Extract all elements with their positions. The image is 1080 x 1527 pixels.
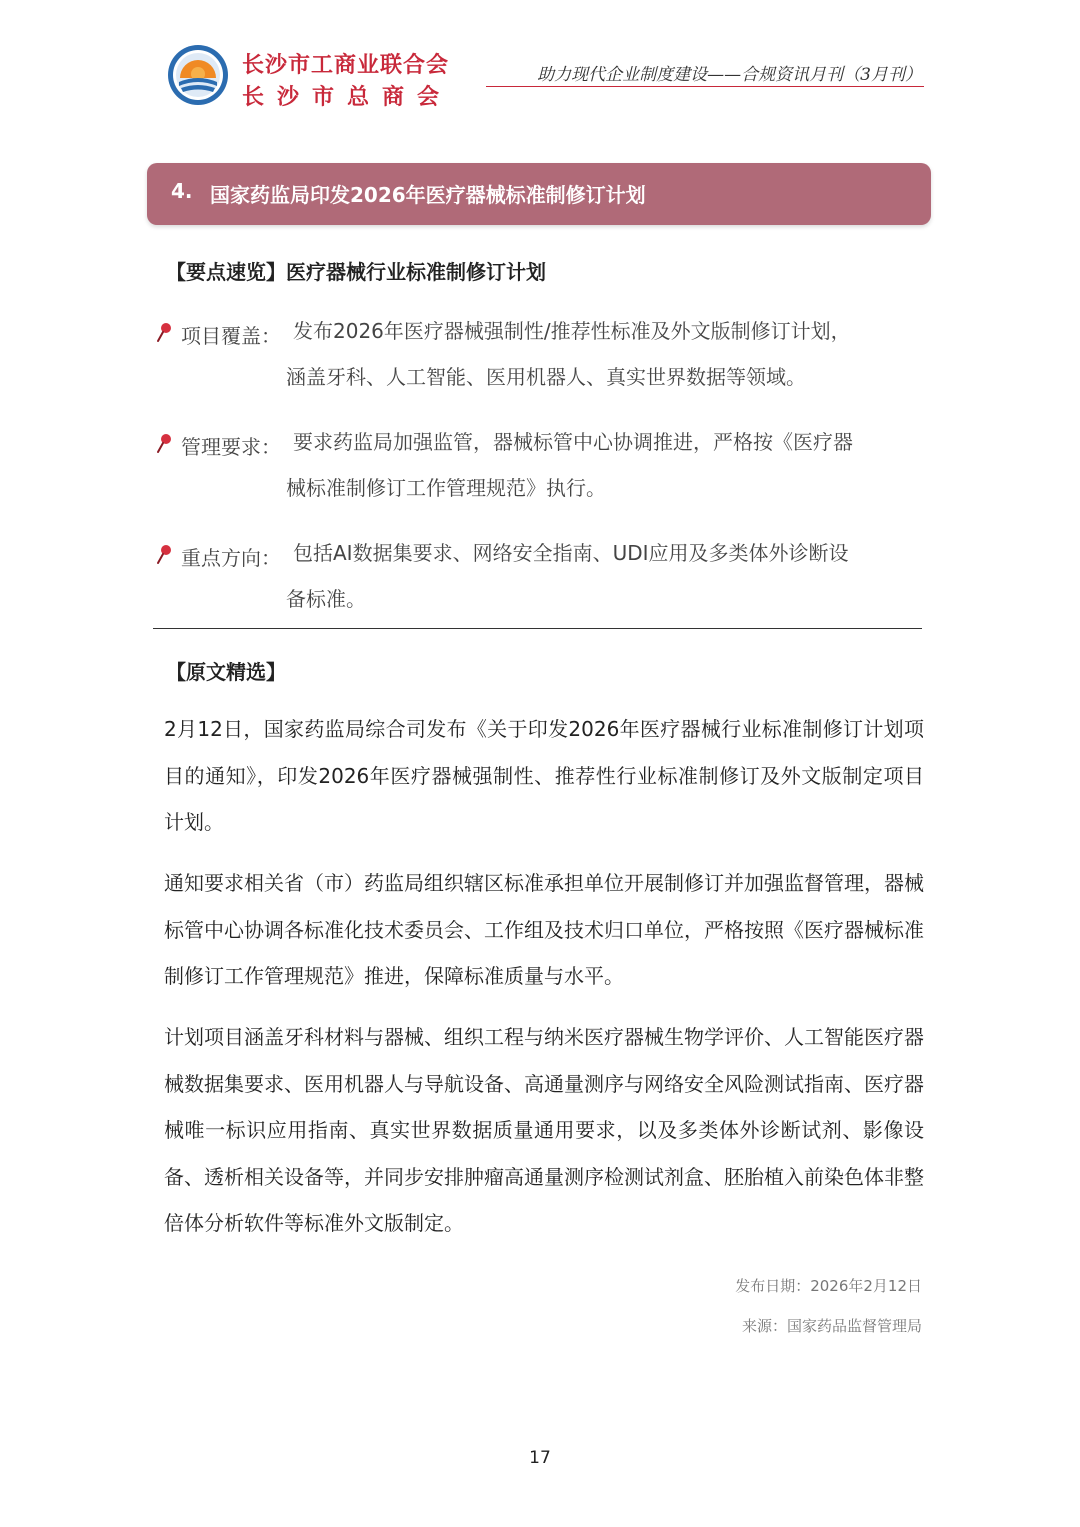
original-paragraph: 2月12日，国家药监局综合司发布《关于印发2026年医疗器械行业标准制修订计划项目的通知》，印发2026年医疗器械强制性、推荐性行业标准制修订及外文版制定项目计划。 [164,717,924,834]
original-heading: 【原文精选】 [166,660,286,684]
header-divider [486,86,924,87]
original-paragraph: 通知要求相关省（市）药监局组织辖区标准承担单位开展制修订并加强监督管理，器械标管中心协调各标准化技术委员会、工作组及技术归口单位，严格按照《医疗器械标准制修订工作管理规范》推进，保障标准质量与水平。 [164,871,924,988]
section-title: 国家药监局印发2026年医疗器械标准制修订计划 [210,183,646,207]
pushpin-icon [155,544,173,566]
bullet-line: 包括AI数据集要求、网络安全指南、UDI应用及多类体外诊断设 [293,541,849,565]
bullet-line: 械标准制修订工作管理规范》执行。 [286,476,606,500]
section-divider [153,628,922,629]
original-paragraph: 计划项目涵盖牙科材料与器械、组织工程与纳米医疗器械生物学评价、人工智能医疗器械数据集要求、医用机器人与导航设备、高通量测序与网络安全风险测试指南、医疗器械唯一标识应用指南、真实世界数据质量通用要求，以及多类体外诊断试剂、影像设备、透析相关设备等，并同步安排肿瘤高通量测序检测试剂盒、胚胎植入前染色体非整倍体分析软件等标准外文版制定。 [164,1025,924,1235]
page-number: 17 [529,1448,551,1468]
summary-heading: 【要点速览】医疗器械行业标准制修订计划 [166,260,546,284]
pushpin-icon [155,322,173,344]
org-name-line1: 长沙市工商业联合会 [242,53,450,78]
chamber-logo-icon [167,44,229,106]
bullet-line: 发布2026年医疗器械强制性/推荐性标准及外文版制修订计划， [293,319,851,343]
bullet-label: 管理要求： [181,435,281,459]
header-tagline: 助力现代企业制度建设——合规资讯月刊（3月刊） [537,65,922,85]
bullet-label: 项目覆盖： [181,324,281,348]
section-banner [147,163,931,225]
bullet-text [286,308,926,400]
bullet-text [286,530,926,622]
section-number: 4. [171,179,193,203]
source: 来源：国家药品监督管理局 [741,1317,922,1335]
bullet-line: 涵盖牙科、人工智能、医用机器人、真实世界数据等领域。 [286,365,806,389]
bullet-text [286,419,926,511]
pushpin-icon [155,433,173,455]
bullet-label: 重点方向： [181,546,281,570]
bullet-line: 备标准。 [286,587,366,611]
publish-date: 发布日期：2026年2月12日 [735,1277,922,1295]
org-name-line2: 长沙市总商会 [242,85,453,110]
bullet-line: 要求药监局加强监管，器械标管中心协调推进，严格按《医疗器 [293,430,853,454]
